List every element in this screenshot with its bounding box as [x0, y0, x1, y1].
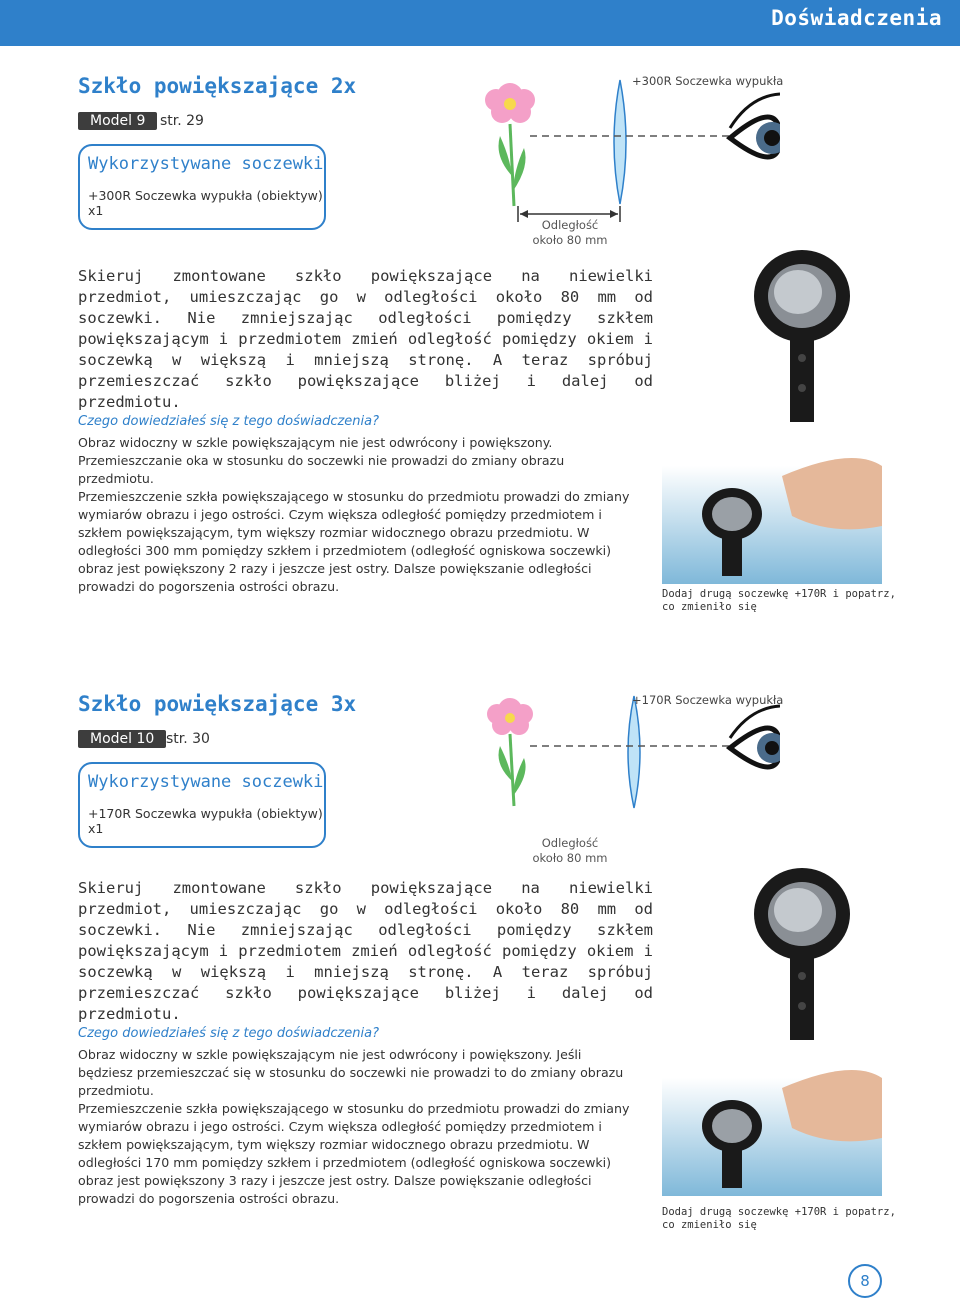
instructions-text: Skieruj zmontowane szkło powiększające na niewielki przedmiot, umieszczając go w odległości około 80 mm od soczewki. Nie zmniejszając odległości pomiędzy szkłem powiększającym i przedmiotem zmień odległość pomiędzy okiem i soczewką w większą i mniejszą stronę. A teraz spróbuj przemieszczać szkło powiększające bliżej i dalej od przedmiotu. — [78, 879, 653, 1023]
photo-caption: Dodaj drugą soczewkę +170R i popatrz, co zmieniło się — [662, 588, 896, 613]
lens-icon — [614, 80, 626, 204]
answer-text: Obraz widoczny w szkle powiększającym nie jest odwrócony i powiększony. Przemieszczanie oka w stosunku do soczewki nie prowadzi do zmiany obrazu przedmiotu. Przemieszczenie szkła powiększającego w stosunku do przedmiotu prowadzi do zmiany wymiarów obrazu i jego ostrości. Czym większa odległość pomiędzy przedmiotem i szkłem powiększającym, tym większy rozmiar widocznego obrazu przedmiotu. W odległości 300 mm pomiędzy szkłem i przedmiotem (odległość ogniskowa soczewki) obraz jest powiększony 2 razy i jeszcze jest ostry. Dalsze powiększanie odległości prowadzi do pogorszenia ostrości obrazu. — [78, 435, 630, 594]
page-number: 8 — [848, 1264, 882, 1298]
page-ref: str. 29 — [160, 113, 204, 129]
section-title: Szkło powiększające 3x — [78, 692, 357, 716]
flower-icon — [487, 698, 533, 806]
lenses-box-heading: Wykorzystywane soczewki — [88, 154, 324, 174]
lenses-box — [78, 144, 326, 230]
distance-label: Odległość około 80 mm — [532, 836, 608, 865]
photo-caption: Dodaj drugą soczewkę +170R i popatrz, co zmieniło się — [662, 1206, 896, 1231]
lens-icon — [628, 696, 640, 808]
lenses-box-item: +300R Soczewka wypukła (obiektyw) x1 — [88, 188, 323, 218]
header-title: Doświadczenia — [771, 6, 942, 30]
lenses-box — [78, 762, 326, 848]
eye-icon — [730, 94, 780, 157]
eye-icon — [730, 706, 780, 767]
hand-photo — [662, 436, 882, 584]
question-text: Czego dowiedziałeś się z tego doświadczenia? — [78, 414, 380, 429]
lens-label: +170R Soczewka wypukła — [632, 693, 784, 707]
lenses-box-item: +170R Soczewka wypukła (obiektyw) x1 — [88, 806, 323, 836]
answer-text: Obraz widoczny w szkle powiększającym nie jest odwrócony i powiększony. Jeśli będziesz przemieszczać się w stosunku do soczewki nie prowadzi to do zmiany obrazu przedmiotu. Przemieszczenie szkła powiększającego w stosunku do przedmiotu prowadzi do zmiany wymiarów obrazu i jego ostrości. Czym większa odległość pomiędzy przedmiotem i szkłem powiększającym, tym większy rozmiar widocznego obrazu przedmiotu. W odległości 170 mm pomiędzy szkłem i przedmiotem (odległość ogniskowa soczewki) obraz jest powiększony 3 razy i jeszcze jest ostry. Dalsze powiększanie odległości prowadzi do pogorszenia ostrości obrazu. — [78, 1047, 630, 1206]
header-bar — [0, 0, 960, 46]
distance-label: Odległość około 80 mm — [532, 218, 608, 247]
model-badge: Model 10 — [78, 730, 166, 748]
instructions-text: Skieruj zmontowane szkło powiększające na niewielki przedmiot, umieszczając go w odległości około 80 mm od soczewki. Nie zmniejszając odległości pomiędzy szkłem powiększającym i przedmiotem zmień odległość pomiędzy okiem i soczewką w większą i mniejszą stronę. A teraz spróbuj przemieszczać szkło powiększające bliżej i dalej od przedmiotu. — [78, 267, 653, 411]
question-text: Czego dowiedziałeś się z tego doświadczenia? — [78, 1026, 380, 1041]
lens-label: +300R Soczewka wypukła — [632, 74, 784, 88]
lenses-box-heading: Wykorzystywane soczewki — [88, 772, 324, 792]
page-ref: str. 30 — [166, 731, 210, 747]
hand-photo — [662, 1048, 882, 1196]
optics-diagram — [480, 686, 780, 836]
section-title: Szkło powiększające 2x — [78, 74, 357, 98]
flower-icon — [485, 83, 535, 206]
magnifier-image — [750, 240, 860, 426]
magnifier-image — [750, 858, 860, 1044]
model-badge: Model 9 — [78, 112, 157, 130]
